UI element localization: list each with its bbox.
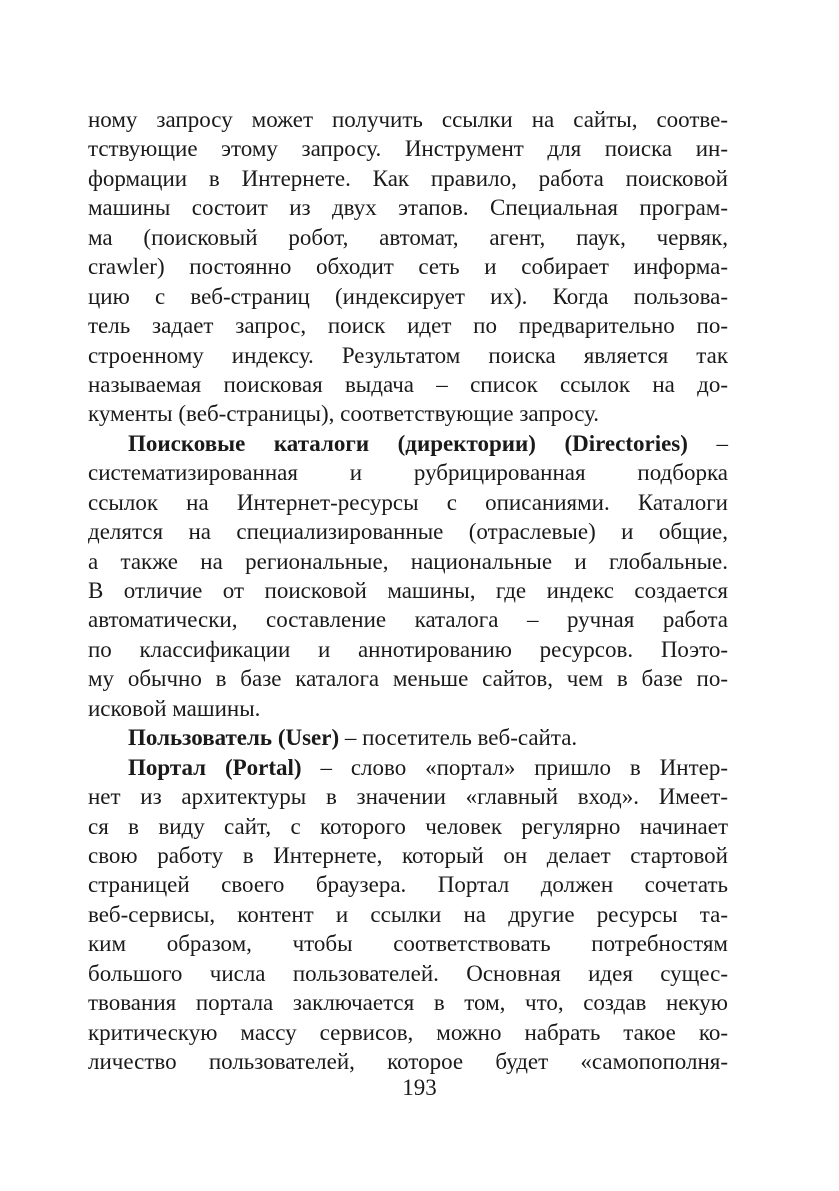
text-line: страницей своего браузера. Портал должен сочетать (88, 872, 728, 898)
text-line: свою работу в Интернете, который он делает стартовой (88, 842, 728, 868)
paragraph-directories (88, 429, 728, 723)
definition-user: – посетитель веб-сайта. (339, 725, 578, 751)
text-line: твования портала заключается в том, что, создав некую (88, 990, 728, 1016)
text-line (88, 723, 728, 752)
text-line: исковой машины. (88, 695, 261, 721)
text-line: тствующие этому запросу. Инструмент для поиска ин- (88, 136, 728, 162)
paragraph-portal (88, 753, 728, 1077)
text-line: цию с веб-страниц (индексирует их). Когда пользова- (88, 283, 728, 309)
text-line: критическую массу сервисов, можно набрать такое ко- (88, 1019, 728, 1045)
page-number: 193 (402, 1075, 437, 1100)
text-line: строенному индексу. Результатом поиска является так (88, 342, 728, 368)
definition-start: – слово «портал» пришло в Интер- (301, 754, 728, 780)
text-line: формации в Интернете. Как правило, работа поисковой (88, 165, 728, 191)
paragraph-search-engine-continued (88, 105, 728, 429)
text-line: В отличие от поисковой машины, где индекс создается (88, 578, 728, 603)
text-line: машины состоит из двух этапов. Специальная програм- (88, 195, 728, 221)
text-line: большого числа пользователей. Основная идея сущес- (88, 960, 728, 986)
text-line: личество пользователей, которое будет «самопополня- (88, 1049, 728, 1074)
page-body (88, 105, 728, 1076)
text-line: тель задает запрос, поиск идет по предварительно по- (88, 313, 728, 339)
term-portal: Портал (Portal) (128, 754, 302, 780)
term-user: Пользователь (User) (128, 725, 340, 751)
paragraph-user (88, 723, 728, 752)
text-line: нет из архитектуры в значении «главный вход». Имеет- (88, 784, 728, 810)
text-line: кументы (веб-страницы), соответствующие запросу. (88, 401, 600, 427)
text-line: систематизированная и рубрицированная подборка (88, 460, 728, 486)
text-line: по классификации и аннотированию ресурсов. Поэто- (88, 636, 728, 662)
definition-start: – (687, 430, 728, 456)
text-line: делятся на специализированные (отраслевые) и общие, (88, 519, 728, 545)
text-line: а также на региональные, национальные и глобальные. (88, 548, 728, 574)
text-line: веб-сервисы, контент и ссылки на другие ресурсы та- (88, 901, 728, 927)
text-line (88, 429, 728, 458)
text-line: автоматически, составление каталога – ручная работа (88, 607, 728, 633)
text-line: ма (поисковый робот, автомат, агент, паук, червяк, (88, 224, 728, 250)
text-line: crawler) постоянно обходит сеть и собирает информа- (88, 254, 728, 280)
text-line: му обычно в базе каталога меньше сайтов, чем в базе по- (88, 666, 728, 692)
text-line: называемая поисковая выдача – список ссылок на до- (88, 371, 728, 397)
text-line: ному запросу может получить ссылки на сайты, соотве- (88, 107, 728, 132)
text-line: ся в виду сайт, с которого человек регулярно начинает (88, 813, 728, 839)
text-line: ким образом, чтобы соответствовать потребностям (88, 931, 728, 957)
text-line: ссылок на Интернет-ресурсы с описаниями. Каталоги (88, 489, 728, 515)
text-line (88, 753, 728, 782)
term-directories: Поисковые каталоги (директории) (Directories) (128, 430, 688, 456)
